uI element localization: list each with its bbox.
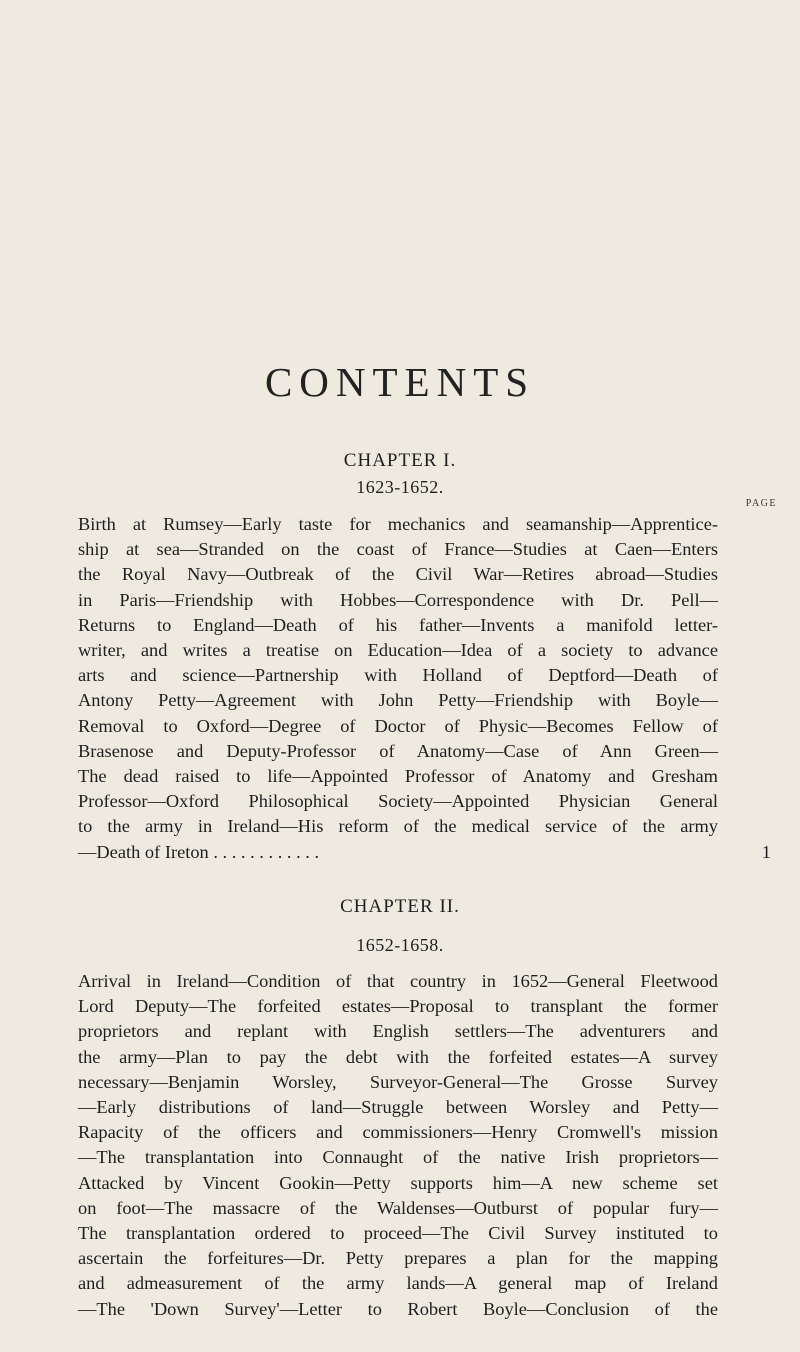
summary-line: —Early distributions of land—Struggle between Worsley and Petty— [78,1097,718,1118]
summary-line: Arrival in Ireland—Condition of that country in 1652—General Fleetwood [78,971,718,991]
summary-line: —Death of Ireton . . . . . . . . . . . . [78,841,320,862]
summary-line: the army—Plan to pay the debt with the forfeited estates—A survey [78,1046,718,1067]
summary-line: ship at sea—Stranded on the coast of France—Studies at Caen—Enters [78,539,718,560]
summary-line: and admeasurement of the army lands—A general map of Ireland [78,1273,718,1294]
summary-line: Removal to Oxford—Degree of Doctor of Physic—Becomes Fellow of [78,715,718,736]
summary-line: —The 'Down Survey'—Letter to Robert Boyle—Conclusion of the [78,1298,718,1319]
summary-line: ascertain the forfeitures—Dr. Petty prepares a plan for the mapping [78,1248,718,1269]
summary-line: Brasenose and Deputy-Professor of Anatomy—Case of Ann Green— [78,740,718,761]
summary-line: proprietors and replant with English settlers—The adventurers and [78,1021,718,1042]
summary-line: Birth at Rumsey—Early taste for mechanics and seamanship—Apprentice- [78,514,718,534]
chapter-1-summary [78,512,718,865]
summary-line: arts and science—Partnership with Holland of Deptford—Death of [78,665,718,686]
summary-line: Rapacity of the officers and commissioners—Henry Cromwell's mission [78,1122,718,1143]
chapter-1-title: CHAPTER I. [343,450,457,471]
summary-line: to the army in Ireland—His reform of the medical service of the army [78,816,718,837]
chapter-1-page-number: 1 [761,842,771,862]
contents-heading: CONTENTS [264,359,536,405]
summary-line: the Royal Navy—Outbreak of the Civil War—Retires abroad—Studies [78,564,718,585]
summary-line: necessary—Benjamin Worsley, Surveyor-General—The Grosse Survey [78,1071,718,1092]
summary-line: Returns to England—Death of his father—Invents a manifold letter- [78,614,718,635]
chapter-2-summary [78,969,718,1322]
chapter-2-title: CHAPTER II. [340,896,460,917]
summary-line: —The transplantation into Connaught of the native Irish proprietors— [78,1147,718,1168]
summary-line: The transplantation ordered to proceed—The Civil Survey instituted to [78,1223,718,1244]
summary-line: writer, and writes a treatise on Education—Idea of a society to advance [78,640,718,661]
chapter-1-years: 1623-1652. [356,477,444,497]
summary-line: Antony Petty—Agreement with John Petty—Friendship with Boyle— [78,690,718,711]
summary-line: Professor—Oxford Philosophical Society—Appointed Physician General [78,791,718,812]
summary-line: on foot—The massacre of the Waldenses—Outburst of popular fury— [78,1197,718,1218]
chapter-2-years: 1652-1658. [356,935,444,955]
summary-line: Attacked by Vincent Gookin—Petty supports him—A new scheme set [78,1172,718,1193]
summary-line: The dead raised to life—Appointed Professor of Anatomy and Gresham [78,766,718,787]
summary-line: Lord Deputy—The forfeited estates—Proposal to transplant the former [78,996,718,1017]
summary-line: in Paris—Friendship with Hobbes—Correspondence with Dr. Pell— [78,589,718,610]
page-column-label: PAGE [745,498,777,509]
